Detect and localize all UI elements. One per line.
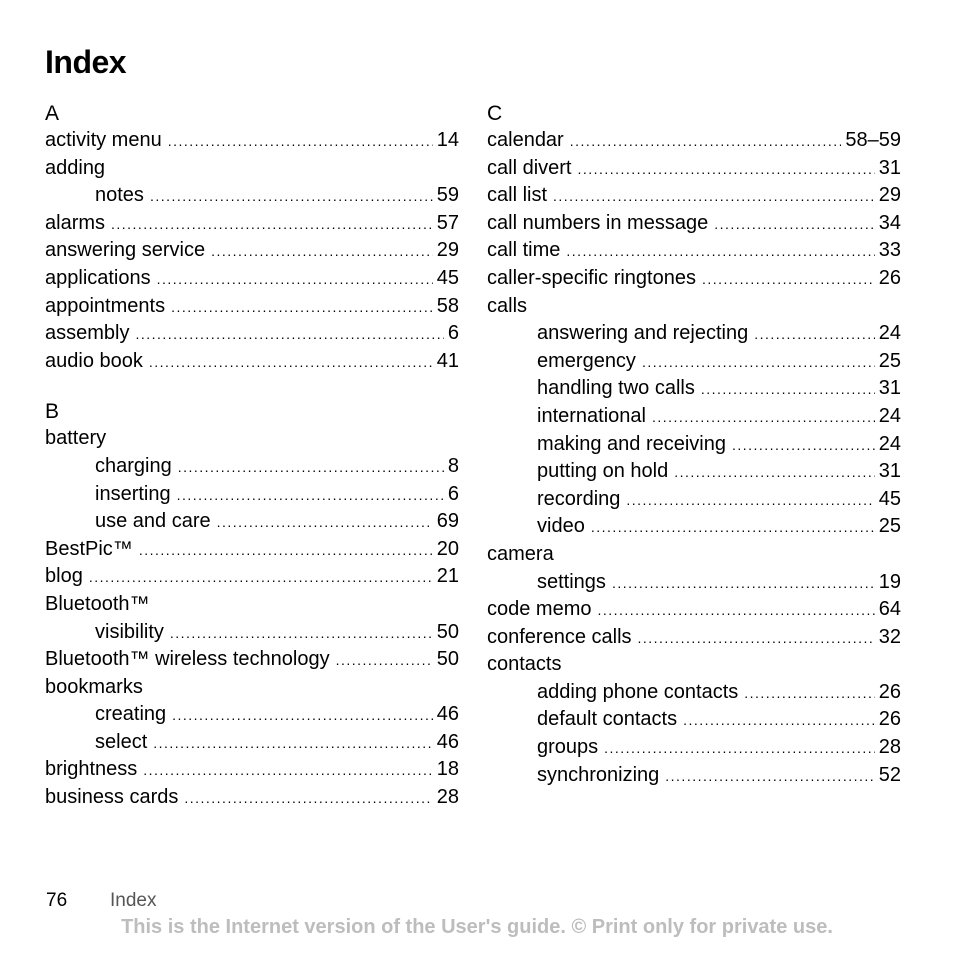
index-subentry [487, 375, 901, 403]
entry-page-number: 50 [436, 620, 459, 643]
entry-term: contacts [487, 653, 562, 676]
entry-term: use and care [95, 510, 211, 533]
dot-leader [638, 624, 875, 652]
dot-leader [135, 320, 443, 348]
entry-term: charging [95, 454, 172, 477]
index-entry [487, 624, 901, 652]
entry-page-number: 32 [878, 625, 901, 648]
index-section [487, 101, 901, 789]
entry-page-number: 20 [436, 537, 459, 560]
dot-leader [652, 403, 875, 431]
entry-term: groups [537, 736, 599, 759]
dot-leader [157, 265, 433, 293]
entry-term: Bluetooth™ [45, 592, 150, 615]
entry-page-number: 6 [447, 322, 459, 345]
entry-page-number: 45 [436, 266, 459, 289]
entry-term: default contacts [537, 708, 678, 731]
dot-leader [178, 453, 444, 481]
dot-leader [754, 320, 875, 348]
index-subentry [45, 453, 459, 481]
dot-leader [665, 762, 874, 790]
index-subentry [487, 403, 901, 431]
entry-term: answering service [45, 239, 206, 262]
index-subentry [487, 431, 901, 459]
entry-term: visibility [95, 620, 164, 643]
entry-page-number: 41 [436, 349, 459, 372]
dot-leader [683, 706, 875, 734]
index-entry [45, 265, 459, 293]
entry-term: blog [45, 565, 83, 588]
index-subentry [45, 729, 459, 757]
dot-leader [172, 701, 433, 729]
index-subentry [45, 508, 459, 536]
index-entry [487, 155, 901, 183]
entry-page-number: 45 [878, 487, 901, 510]
entry-page-number: 29 [878, 184, 901, 207]
entry-term: code memo [487, 598, 592, 621]
index-subentry [487, 513, 901, 541]
entry-page-number: 29 [436, 239, 459, 262]
entry-page-number: 64 [878, 598, 901, 621]
index-entry [45, 563, 459, 591]
dot-leader [744, 679, 874, 707]
index-subentry [45, 182, 459, 210]
entry-term: calls [487, 294, 528, 317]
entry-page-number: 14 [436, 129, 459, 151]
dot-leader [714, 210, 875, 238]
index-entry [45, 127, 459, 155]
dot-leader [143, 756, 432, 784]
index-subentry [487, 348, 901, 376]
entry-term: camera [487, 542, 554, 565]
entry-term: adding [45, 156, 106, 179]
section-letter: B [45, 400, 60, 424]
page-title: Index [45, 44, 127, 80]
entry-term: recording [537, 487, 621, 510]
index-entry [487, 596, 901, 624]
entry-term: international [537, 404, 646, 427]
index-subentry [45, 701, 459, 729]
entry-page-number: 21 [436, 565, 459, 588]
dot-leader [89, 563, 433, 591]
dot-leader [149, 348, 433, 376]
entry-page-number: 18 [436, 758, 459, 781]
dot-leader [139, 536, 433, 564]
index-subentry [45, 619, 459, 647]
entry-page-number: 46 [436, 730, 459, 753]
section-letter: A [45, 102, 60, 125]
entry-term: call time [487, 239, 561, 262]
index-entry [45, 237, 459, 265]
entry-term: applications [45, 266, 151, 289]
entry-page-number: 24 [878, 432, 901, 455]
entry-term: alarms [45, 211, 106, 234]
entry-term: assembly [45, 322, 130, 345]
entry-page-number: 33 [878, 239, 901, 262]
index-entry [487, 651, 901, 679]
entry-page-number: 50 [436, 648, 459, 671]
entry-term: putting on hold [537, 460, 669, 483]
index-entry [45, 784, 459, 812]
entry-term: Bluetooth™ wireless technology [45, 648, 330, 671]
entry-term: conference calls [487, 625, 632, 648]
entry-term: adding phone contacts [537, 680, 739, 703]
entry-term: caller-specific ringtones [487, 266, 696, 289]
dot-leader [570, 127, 842, 155]
dot-leader [732, 431, 875, 459]
dot-leader [211, 237, 433, 265]
dot-leader [604, 734, 875, 762]
entry-page-number: 8 [447, 454, 459, 477]
entry-term: brightness [45, 758, 138, 781]
index-subentry [487, 679, 901, 707]
index-entry [45, 320, 459, 348]
index-subentry [487, 320, 901, 348]
index-entry [45, 756, 459, 784]
dot-leader [553, 182, 875, 210]
index-entry [45, 348, 459, 376]
entry-term: BestPic™ [45, 537, 133, 560]
dot-leader [177, 481, 444, 509]
index-entry [487, 210, 901, 238]
dot-leader [612, 569, 875, 597]
index-entry [487, 237, 901, 265]
index-entry [45, 674, 459, 702]
index-entry [45, 646, 459, 674]
index-entry [45, 293, 459, 321]
index-entry [487, 127, 901, 155]
dot-leader [111, 210, 433, 238]
index-section [45, 101, 459, 375]
entry-page-number: 58–59 [845, 129, 901, 151]
dot-leader [336, 646, 433, 674]
section-letter: C [487, 102, 503, 125]
entry-page-number: 24 [878, 322, 901, 345]
index-entry [45, 155, 459, 183]
index-entry [45, 536, 459, 564]
dot-leader [577, 155, 874, 183]
entry-page-number: 25 [878, 349, 901, 372]
entry-page-number: 6 [447, 482, 459, 505]
entry-term: appointments [45, 294, 166, 317]
entry-term: call divert [487, 156, 572, 179]
entry-term: emergency [537, 349, 636, 372]
entry-page-number: 26 [878, 680, 901, 703]
dot-leader [168, 127, 433, 155]
dot-leader [217, 508, 433, 536]
index-column-right [487, 101, 901, 813]
entry-term: call list [487, 184, 548, 207]
entry-page-number: 19 [878, 570, 901, 593]
entry-page-number: 59 [436, 184, 459, 207]
dot-leader [642, 348, 875, 376]
entry-term: answering and rejecting [537, 322, 749, 345]
entry-term: making and receiving [537, 432, 726, 455]
entry-term: inserting [95, 482, 171, 505]
dot-leader [170, 619, 433, 647]
index-subentry [487, 569, 901, 597]
index-subentry [487, 734, 901, 762]
entry-term: calendar [487, 129, 564, 151]
index-subentry [487, 486, 901, 514]
index-subentry [487, 762, 901, 790]
entry-term: audio book [45, 349, 143, 372]
entry-term: business cards [45, 786, 179, 809]
page-number: 76 [46, 890, 68, 911]
entry-term: creating [95, 703, 167, 726]
entry-term: settings [537, 570, 606, 593]
index-entry [45, 210, 459, 238]
entry-page-number: 31 [878, 156, 901, 179]
entry-page-number: 58 [436, 294, 459, 317]
entry-page-number: 26 [878, 266, 901, 289]
dot-leader [591, 513, 875, 541]
dot-leader [566, 237, 874, 265]
entry-page-number: 31 [878, 460, 901, 483]
dot-leader [674, 458, 875, 486]
index-entry [487, 293, 901, 321]
index-entry [487, 541, 901, 569]
dot-leader [150, 182, 433, 210]
entry-term: activity menu [45, 129, 162, 151]
dot-leader [153, 729, 433, 757]
entry-page-number: 57 [436, 211, 459, 234]
index-section [45, 399, 459, 811]
index-entry [45, 591, 459, 619]
entry-page-number: 34 [878, 211, 901, 234]
entry-page-number: 46 [436, 703, 459, 726]
dot-leader [598, 596, 875, 624]
dot-leader [701, 375, 875, 403]
entry-term: select [95, 730, 148, 753]
entry-term: synchronizing [537, 763, 660, 786]
entry-term: notes [95, 184, 144, 207]
entry-page-number: 28 [878, 736, 901, 759]
copyright-notice: This is the Internet version of the User's guide. © Print only for private use. [121, 916, 833, 938]
index-column-left [45, 101, 459, 836]
dot-leader [626, 486, 874, 514]
index-entry [45, 425, 459, 453]
entry-term: handling two calls [537, 377, 695, 400]
index-subentry [487, 458, 901, 486]
entry-page-number: 31 [878, 377, 901, 400]
entry-page-number: 52 [878, 763, 901, 786]
dot-leader [702, 265, 875, 293]
index-entry [487, 182, 901, 210]
entry-page-number: 28 [436, 786, 459, 809]
dot-leader [184, 784, 432, 812]
entry-page-number: 26 [878, 708, 901, 731]
index-entry [487, 265, 901, 293]
entry-term: battery [45, 427, 107, 450]
entry-term: call numbers in message [487, 211, 709, 234]
entry-term: bookmarks [45, 675, 143, 698]
dot-leader [171, 293, 433, 321]
index-subentry [45, 481, 459, 509]
index-subentry [487, 706, 901, 734]
entry-page-number: 69 [436, 510, 459, 533]
entry-term: video [537, 515, 585, 538]
entry-page-number: 25 [878, 515, 901, 538]
footer-section-label: Index [110, 890, 157, 911]
entry-page-number: 24 [878, 404, 901, 427]
